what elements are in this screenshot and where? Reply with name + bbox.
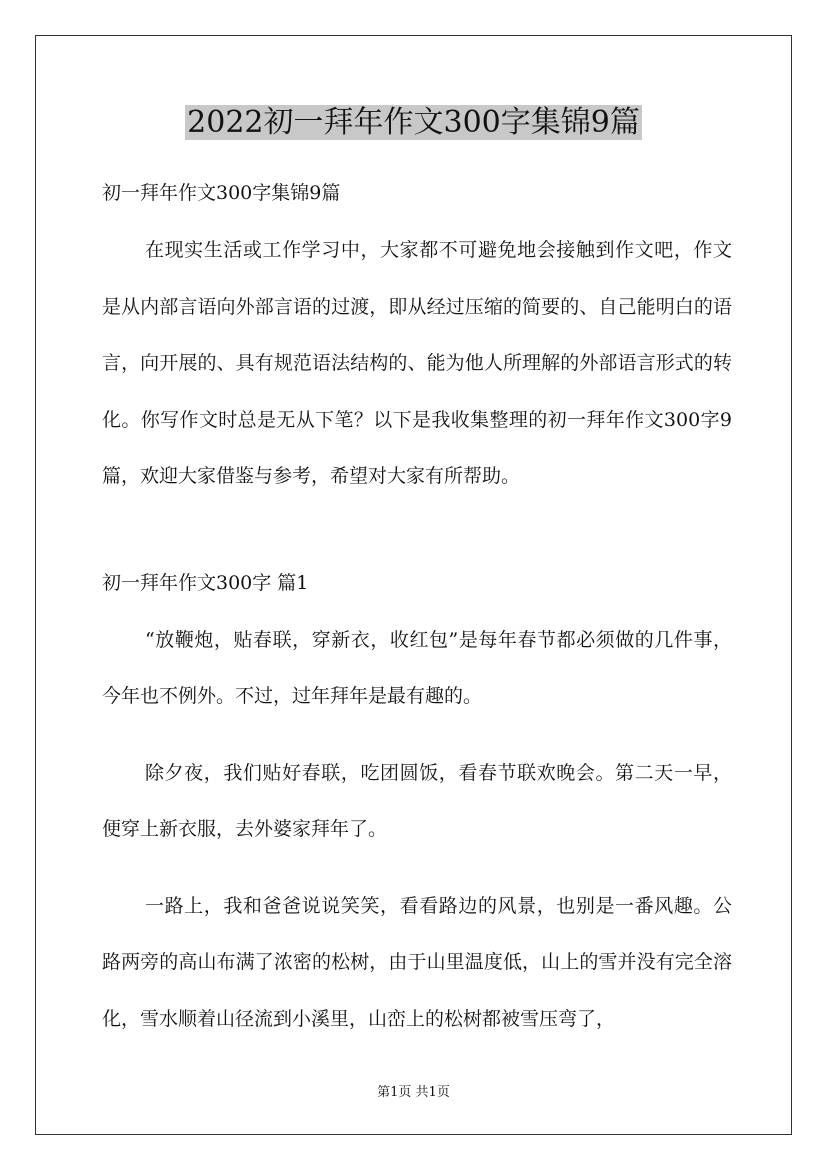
document-body <box>102 175 732 1047</box>
section-heading: 初一拜年作文300字 篇1 <box>102 571 309 594</box>
intro-paragraph: 在现实生活或工作学习中，大家都不可避免地会接触到作文吧，作文是从内部言语向外部言语的过渡，即从经过压缩的简要的、自己能明白的语言，向开展的、具有规范语法结构的、能为他人所理解的外部语言形式的转化。你写作文时总是无从下笔？以下是我收集整理的初一拜年作文300字9篇，欢迎大家借鉴与参考，希望对大家有所帮助。 <box>102 239 732 487</box>
body-paragraph: 一路上，我和爸爸说说笑笑，看看路边的风景，也别是一番风趣。公路两旁的高山布满了浓密的松树，由于山里温度低，山上的雪并没有完全溶化，雪水顺着山径流到小溪里，山峦上的松树都被雪压弯了， <box>102 894 732 1030</box>
body-paragraph: 除夕夜，我们贴好春联，吃团圆饭，看春节联欢晚会。第二天一早，便穿上新衣服，去外婆家拜年了。 <box>102 761 732 840</box>
document-subtitle: 初一拜年作文300字集锦9篇 <box>102 182 341 204</box>
body-paragraph: “放鞭炮，贴春联，穿新衣，收红包”是每年春节都必须做的几件事，今年也不例外。不过，过年拜年是最有趣的。 <box>102 628 732 707</box>
page-footer: 第1页 共1页 <box>377 1085 450 1100</box>
section-spacer <box>102 505 732 565</box>
document-title <box>0 102 827 144</box>
document-title-text: 2022初一拜年作文300字集锦9篇 <box>187 105 640 140</box>
